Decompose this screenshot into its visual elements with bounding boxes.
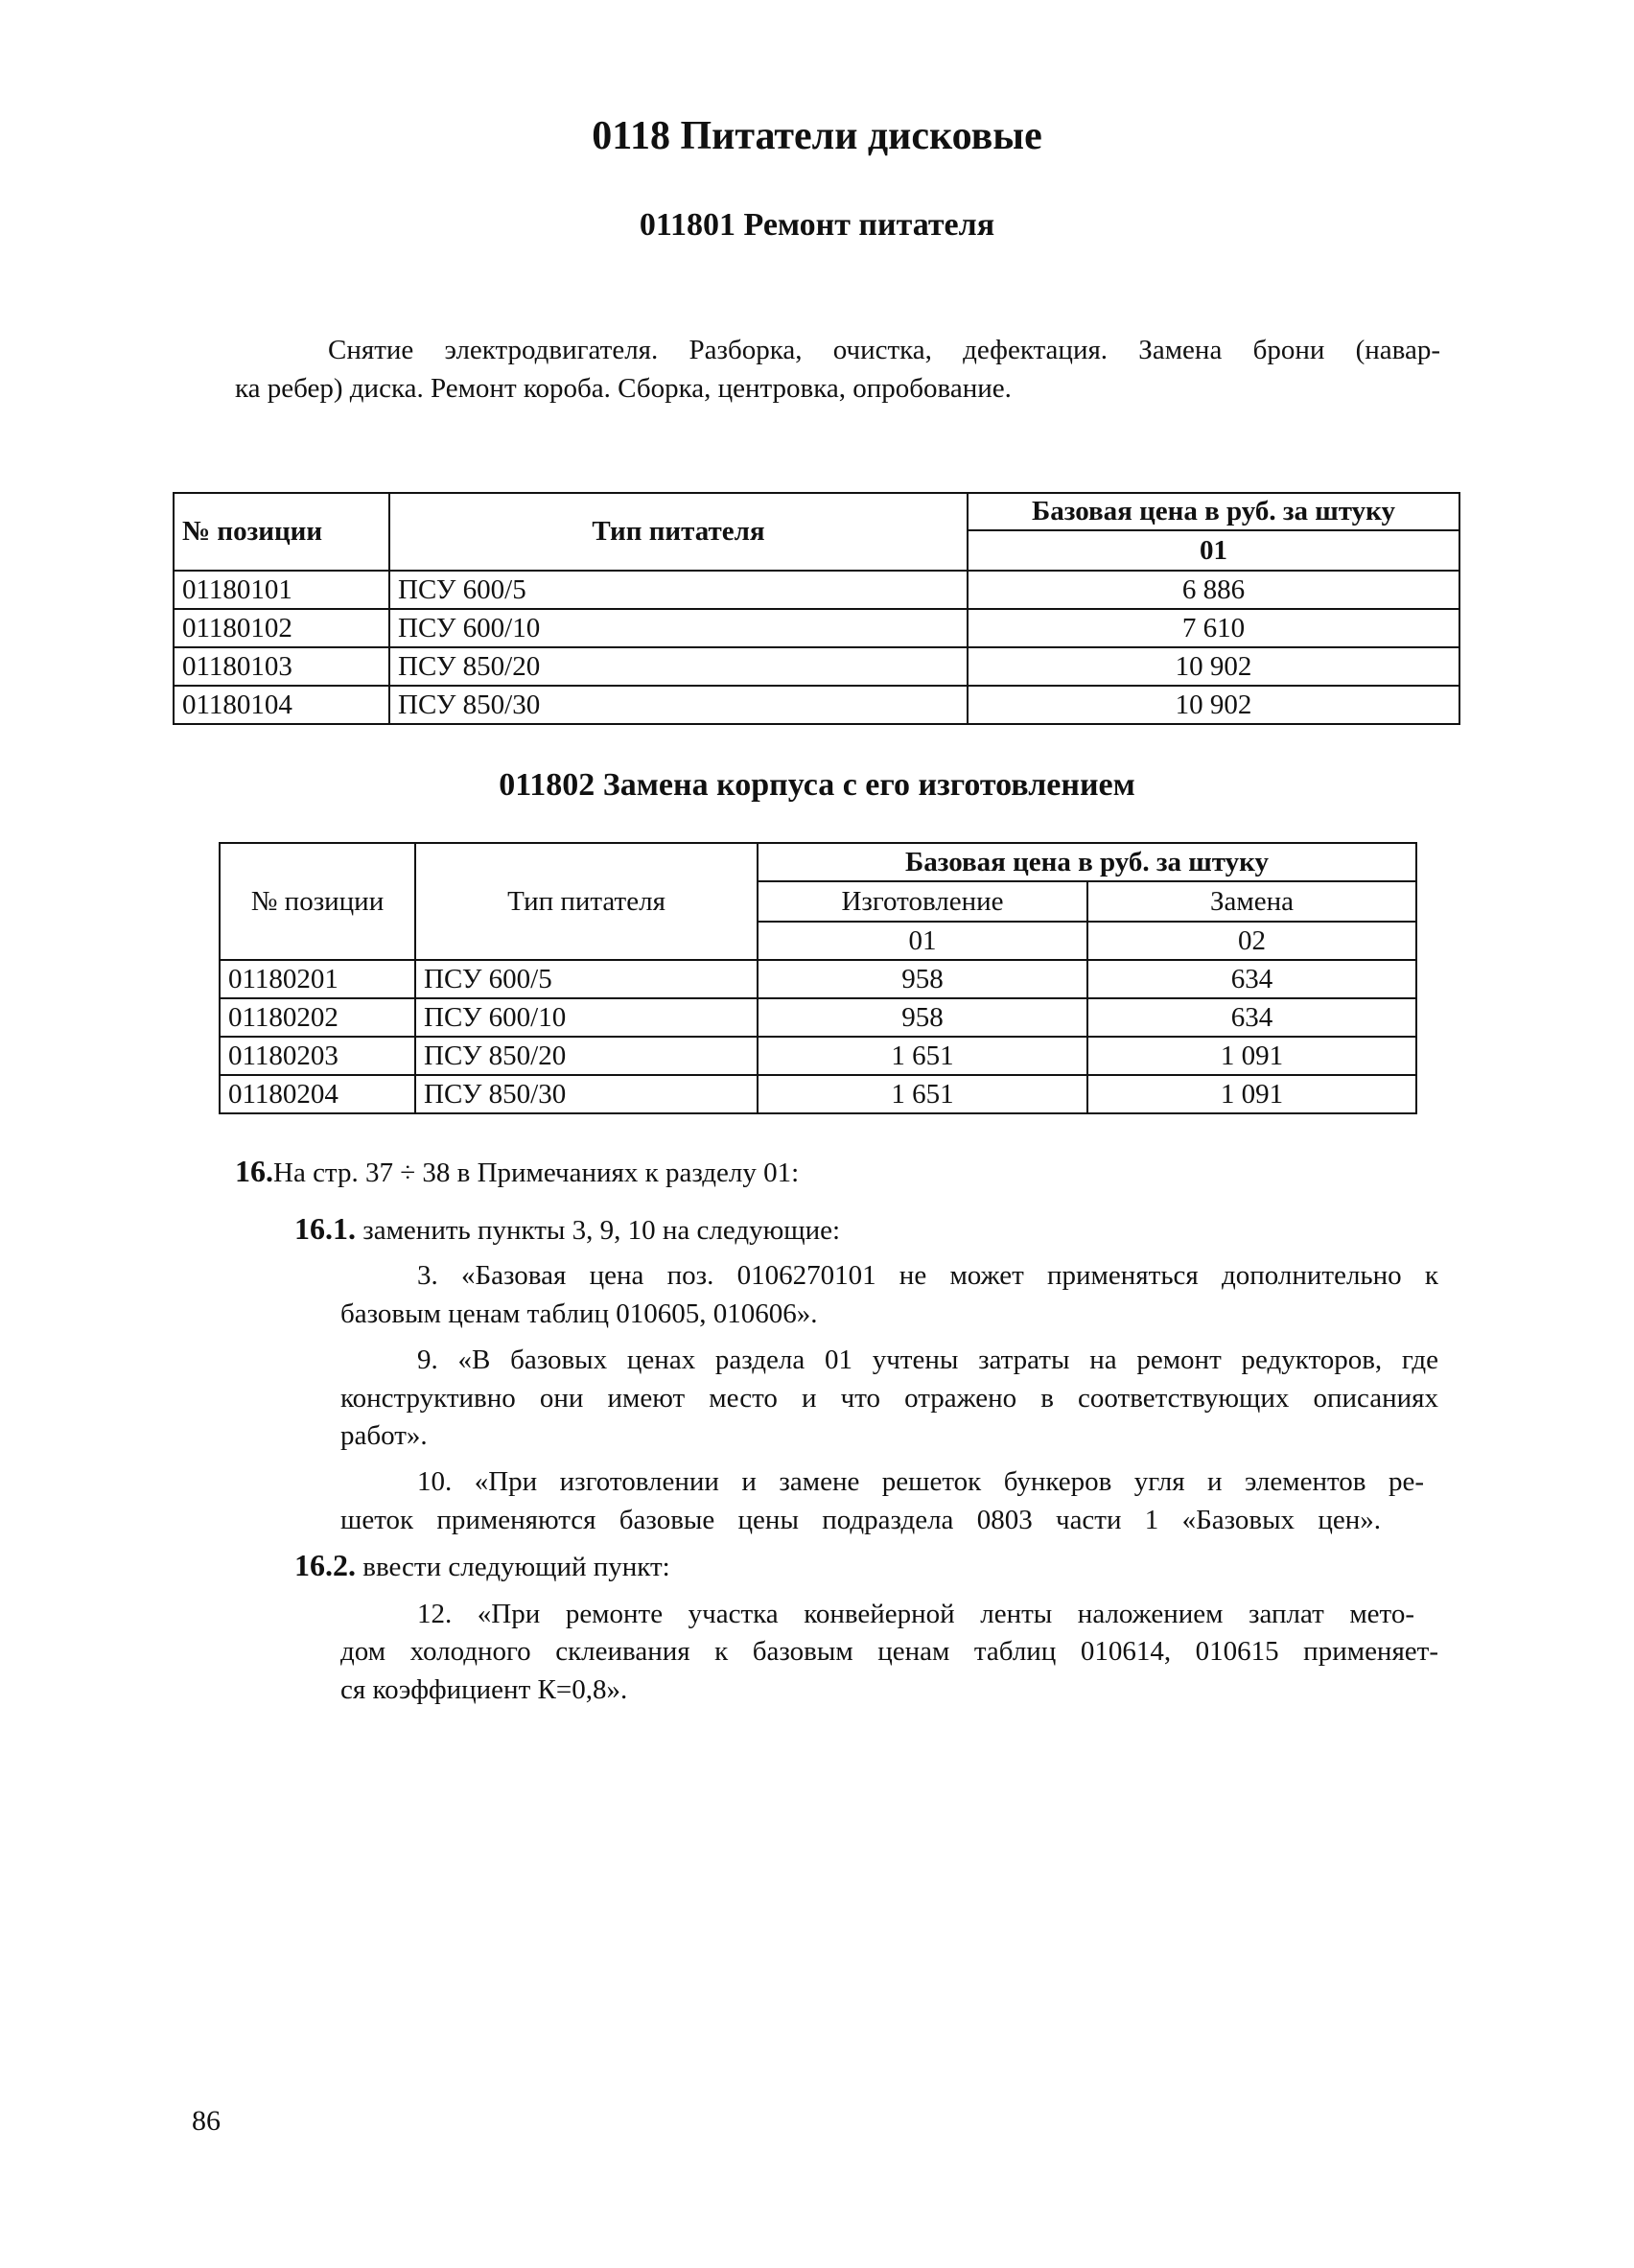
cell-make: 958: [758, 998, 1087, 1037]
cell-position: 01180101: [174, 571, 389, 609]
cell-replace: 634: [1087, 998, 1416, 1037]
table-row: [220, 1075, 1416, 1113]
note-text: заменить пункты 3, 9, 10 на следующие:: [362, 1215, 841, 1246]
cell-price: 6 886: [968, 571, 1459, 609]
cell-type: ПСУ 850/30: [415, 1075, 758, 1113]
item-9-line: работ».: [340, 1420, 428, 1451]
cell-type: ПСУ 850/30: [389, 686, 968, 724]
header-type: Тип питателя: [389, 493, 968, 571]
cell-position: 01180104: [174, 686, 389, 724]
cell-price: 7 610: [968, 609, 1459, 647]
cell-replace: 634: [1087, 960, 1416, 998]
header-type: Тип питателя: [415, 843, 758, 960]
item-10-line: шеток применяются базовые цены подраздела 0803 части 1 «Базовых цен».: [340, 1505, 1381, 1535]
cell-make: 1 651: [758, 1037, 1087, 1075]
item-12-line: 12. «При ремонте участка конвейерной ленты наложением заплат мето-: [417, 1599, 1414, 1629]
table-row: [174, 609, 1459, 647]
header-price: Базовая цена в руб. за штуку: [758, 843, 1416, 881]
header-col-01: 01: [968, 530, 1459, 571]
table-row: [174, 647, 1459, 686]
cell-type: ПСУ 850/20: [389, 647, 968, 686]
item-10-line: 10. «При изготовлении и замене решеток бункеров угля и элементов ре-: [417, 1466, 1424, 1497]
header-make: Изготовление: [758, 881, 1087, 922]
subsection-title-011802: 011802 Замена корпуса с его изготовлением: [499, 767, 1135, 803]
item-12-line: ся коэффициент К=0,8».: [340, 1674, 628, 1705]
cell-type: ПСУ 600/10: [415, 998, 758, 1037]
cell-price: 10 902: [968, 686, 1459, 724]
note-16-2: [294, 1548, 670, 1584]
header-position: № позиции: [174, 493, 389, 571]
section-title: 0118 Питатели дисковые: [592, 114, 1042, 158]
item-3-line: 3. «Базовая цена поз. 0106270101 не может применяться дополнительно к: [417, 1260, 1438, 1291]
cell-position: 01180203: [220, 1037, 415, 1075]
table-row: [220, 960, 1416, 998]
table-row: [220, 998, 1416, 1037]
description-line: Снятие электродвигателя. Разборка, очистка, дефектация. Замена брони (навар-: [328, 335, 1440, 365]
cell-position: 01180204: [220, 1075, 415, 1113]
cell-make: 1 651: [758, 1075, 1087, 1113]
cell-price: 10 902: [968, 647, 1459, 686]
subsection-title-011801: 011801 Ремонт питателя: [639, 207, 995, 243]
header-col-02: 02: [1087, 922, 1416, 960]
table-row: [174, 686, 1459, 724]
cell-type: ПСУ 850/20: [415, 1037, 758, 1075]
item-12-line: дом холодного склеивания к базовым ценам таблиц 010614, 010615 применяет-: [340, 1636, 1438, 1667]
note-number: 16.1.: [294, 1211, 356, 1246]
header-price: Базовая цена в руб. за штуку: [968, 493, 1459, 530]
price-table-011802: [219, 842, 1417, 1114]
cell-type: ПСУ 600/5: [415, 960, 758, 998]
header-replace: Замена: [1087, 881, 1416, 922]
item-3-line: базовым ценам таблиц 010605, 010606».: [340, 1298, 818, 1329]
cell-position: 01180202: [220, 998, 415, 1037]
page-number: 86: [192, 2105, 221, 2137]
cell-replace: 1 091: [1087, 1075, 1416, 1113]
table-row: [174, 571, 1459, 609]
note-text: На стр. 37 ÷ 38 в Примечаниях к разделу 01:: [273, 1157, 800, 1188]
note-number: 16.: [235, 1154, 273, 1188]
note-16-1: [294, 1211, 840, 1248]
cell-type: ПСУ 600/5: [389, 571, 968, 609]
header-col-01: 01: [758, 922, 1087, 960]
header-position: № позиции: [220, 843, 415, 960]
description-line: ка ребер) диска. Ремонт короба. Сборка, центровка, опробование.: [235, 373, 1012, 404]
note-number: 16.2.: [294, 1548, 356, 1582]
note-16: [235, 1154, 799, 1190]
item-9-line: конструктивно они имеют место и что отражено в соответствующих описаниях: [340, 1383, 1438, 1414]
cell-make: 958: [758, 960, 1087, 998]
table-row: [220, 1037, 1416, 1075]
note-text: ввести следующий пункт:: [362, 1552, 670, 1582]
cell-type: ПСУ 600/10: [389, 609, 968, 647]
item-9-line: 9. «В базовых ценах раздела 01 учтены затраты на ремонт редукторов, где: [417, 1344, 1438, 1375]
cell-position: 01180103: [174, 647, 389, 686]
cell-position: 01180102: [174, 609, 389, 647]
cell-replace: 1 091: [1087, 1037, 1416, 1075]
cell-position: 01180201: [220, 960, 415, 998]
price-table-011801: [173, 492, 1460, 725]
